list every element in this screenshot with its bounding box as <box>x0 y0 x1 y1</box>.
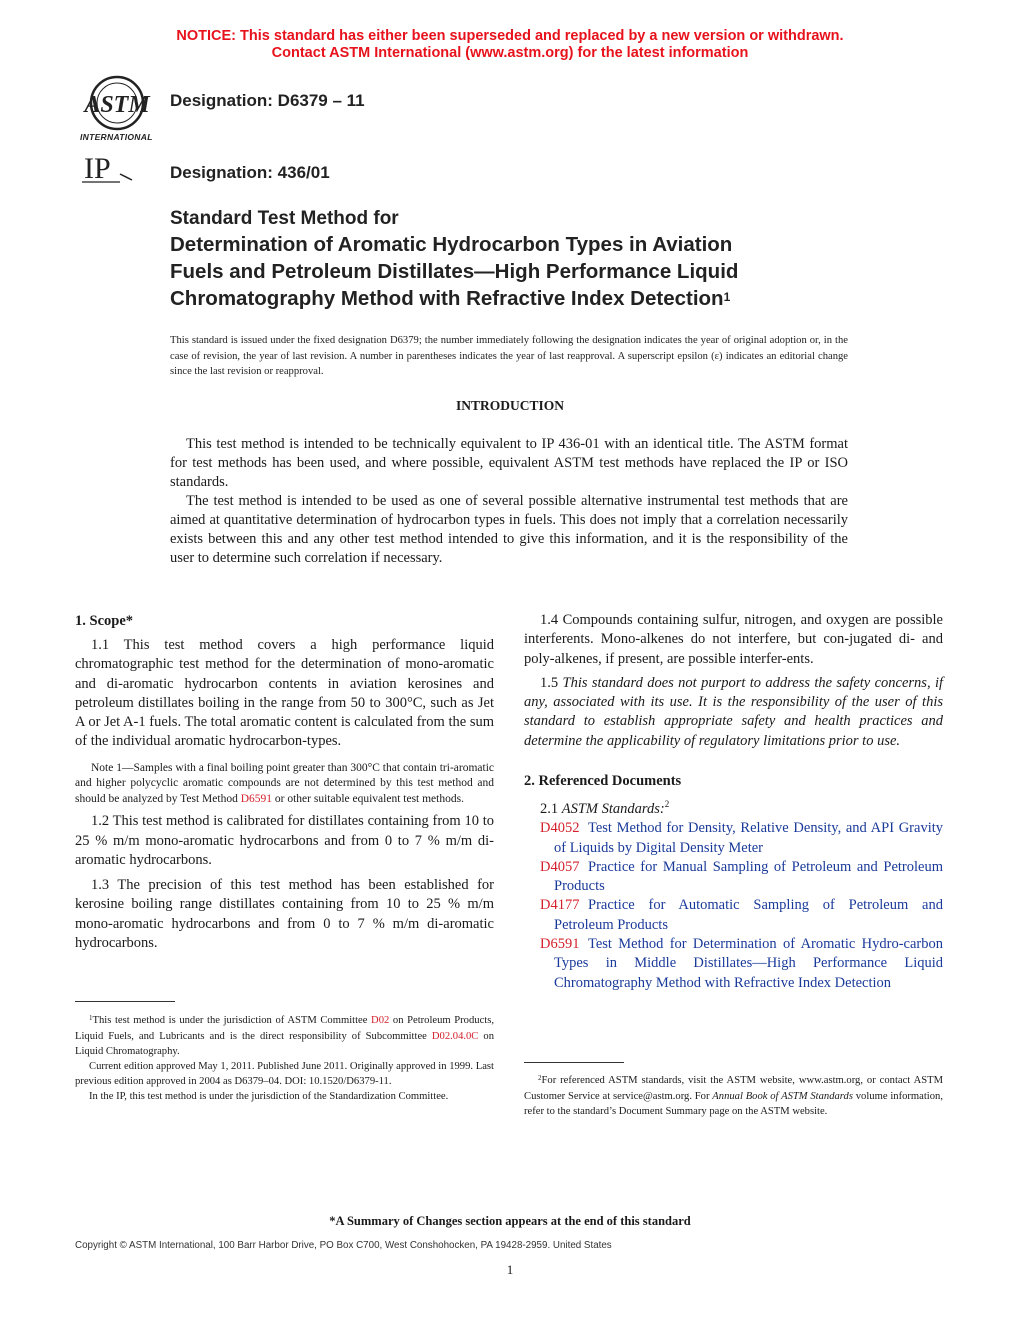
ref-title-d4057[interactable]: Practice for Manual Sampling of Petroleum and Petroleum Products <box>554 858 943 895</box>
right-column <box>524 611 943 993</box>
page-number: 1 <box>506 1262 514 1277</box>
introduction-paragraph-2: The test method is intended to be used as one of several possible alternative instrumental test methods that are aimed at quantitative determination of hydrocarbon types in fuels. This does not imply that a correlation necessarily exists between this and any other test method intended to give this information, and it is the responsibility of the user to determine such correlation if necessary. <box>170 493 848 566</box>
ref-title-d6591[interactable]: Test Method for Determination of Aromatic Hydro-carbon Types in Middle Distillates—High Performance Liquid Chromatography Method with Refractive Index Detection <box>554 935 943 991</box>
copyright-line: Copyright © ASTM International, 100 Barr Harbor Drive, PO Box C700, West Conshohocken, PA 19428-2959. United States <box>75 1240 612 1251</box>
scope-1-5-number: 1.5 <box>540 674 563 691</box>
notice-line-2: Contact ASTM International (www.astm.org) for the latest information <box>271 45 749 61</box>
footnote-1-a-after: on Liquid Chromatography. <box>75 1031 494 1057</box>
footnote-1-mark: 1 <box>89 1014 93 1022</box>
title-line-3: Fuels and Petroleum Distillates—High Performance Liquid <box>170 260 739 283</box>
designation-ip: Designation: 436/01 <box>170 163 330 182</box>
title-line-2: Determination of Aromatic Hydrocarbon Types in Aviation <box>170 233 733 256</box>
ref-item-d4052[interactable] <box>524 819 943 858</box>
designation-astm: Designation: D6379 – 11 <box>170 91 365 110</box>
footnote-1 <box>75 1013 494 1104</box>
ref-item-d6591[interactable] <box>524 935 943 993</box>
footnote-2-before: For referenced ASTM standards, visit the ASTM website, www.astm.org, or contact ASTM Customer Service at service@astm.org. For <box>524 1075 943 1102</box>
title-line-4: Chromatography Method with Refractive Index Detection <box>170 287 724 310</box>
ref-code-d4057[interactable]: D4057 <box>540 858 580 875</box>
notice-line-1: NOTICE: This standard has either been superseded and replaced by a new version or withdrawn. <box>176 28 844 44</box>
summary-of-changes-note: *A Summary of Changes section appears at the end of this standard <box>329 1214 691 1228</box>
footnote-2-italic: Annual Book of ASTM Standards <box>712 1091 853 1102</box>
referenced-documents-heading: 2. Referenced Documents <box>524 773 682 790</box>
note-1 <box>75 761 494 808</box>
astm-standards-number: 2.1 <box>540 800 562 817</box>
footnote-2 <box>524 1073 943 1119</box>
scope-1-5 <box>524 674 943 751</box>
footnote-1-link-d02-04-0c[interactable]: D02.04.0C <box>431 1031 479 1042</box>
footnote-rule-left <box>75 1001 175 1002</box>
scope-1-1: 1.1 This test method covers a high performance liquid chromatographic test method for the determination of mono-aromatic and di-aromatic hydrocarbon contents in aviation kerosines and petroleum distillates boiling in the range from 50 to 300°C, such as Jet A or Jet A-1 fuels. The total aromatic content is calculated from the sum of the individual aromatic hydrocarbon-types. <box>75 637 494 750</box>
astm-logo <box>72 70 162 144</box>
note-1-text-after: or other suitable equivalent test methods. <box>272 792 464 805</box>
ref-code-d6591[interactable]: D6591 <box>540 935 580 952</box>
footnote-1-a-middle: on Petroleum Products, Liquid Fuels, and Lubricants and is the direct responsibility of Subcommittee <box>75 1015 494 1042</box>
astm-standards-label: ASTM Standards: <box>561 800 665 817</box>
ref-code-d4052[interactable]: D4052 <box>540 820 580 837</box>
astm-logo-letters: ASTM <box>84 92 150 118</box>
left-column <box>75 612 494 953</box>
footnote-1-para-b: Current edition approved May 1, 2011. Published June 2011. Originally approved in 1999. Last previous edition approved in 2004 as D6379–04. DOI: 10.1520/D6379-11. <box>75 1061 494 1087</box>
note-1-text-before: Note 1—Samples with a final boiling point greater than 300°C that contain tri-aromatic and higher polycyclic aromatic compounds are not determined by this test method and should be analyzed by Test Method <box>75 761 494 805</box>
astm-standards-subheading <box>524 795 943 819</box>
introduction-paragraph-1: This test method is intended to be technically equivalent to IP 436-01 with an identical title. The ASTM format for test methods has been used, and where possible, equivalent ASTM test methods have replaced the IP or ISO standards. <box>170 436 848 490</box>
footnote-2-after: volume information, refer to the standard’s Document Summary page on the ASTM website. <box>524 1091 943 1117</box>
ref-code-d4177[interactable]: D4177 <box>540 897 580 914</box>
astm-logo-word: INTERNATIONAL <box>80 132 153 142</box>
scope-heading: 1. Scope* <box>75 613 133 629</box>
title-line-1: Standard Test Method for <box>170 208 399 229</box>
footnote-rule-right <box>524 1062 624 1063</box>
footnote-2-mark: 2 <box>538 1074 542 1082</box>
scope-1-4: 1.4 Compounds containing sulfur, nitrogen, and oxygen are possible interferents. Mono-alkenes do not interfere, but con-jugated di- and poly-alkenes, if present, are possible interfer-ents. <box>524 612 943 667</box>
footnote-1-para-a <box>75 1013 494 1059</box>
astm-logo-mark <box>72 70 162 134</box>
astm-standards-footnote-mark[interactable]: 2 <box>664 799 670 810</box>
ip-logo-mark <box>80 150 140 190</box>
ref-title-d4177[interactable]: Practice for Automatic Sampling of Petroleum and Petroleum Products <box>554 897 943 933</box>
ref-title-d4052[interactable]: Test Method for Density, Relative Density, and API Gravity of Liquids by Digital Density Meter <box>554 820 943 856</box>
scope-1-3: 1.3 The precision of this test method has been established for kerosine boiling range distillates containing from 10 to 25 % m/m mono-aromatic hydrocarbons and from 0 to 7 % m/m di-aromatic hydrocarbons. <box>75 877 494 952</box>
ref-item-d4057[interactable] <box>524 858 943 897</box>
footnote-1-link-d02[interactable]: D02 <box>371 1015 390 1026</box>
issued-statement: This standard is issued under the fixed designation D6379; the number immediately following the designation indicates the year of original adoption or, in the case of revision, the year of last revision. A number in parentheses indicates the year of last reapproval. A superscript epsilon (ε) indicates an editorial change since the last revision or reapproval. <box>170 335 848 377</box>
ip-logo <box>80 150 140 190</box>
ref-item-d4177[interactable] <box>524 896 943 935</box>
scope-1-2: 1.2 This test method is calibrated for distillates containing from 10 to 25 % m/m mono-aromatic hydrocarbons and from 0 to 7 % m/m di-aromatic hydrocarbons. <box>75 813 494 868</box>
footnote-1-a-before: This test method is under the jurisdiction of ASTM Committee <box>92 1015 372 1026</box>
scope-1-5-text: This standard does not purport to address the safety concerns, if any, associated with its use. It is the responsibility of the user of this standard to establish appropriate safety and health practices and determine the applicability of regulatory limitations prior to use. <box>524 674 943 749</box>
standard-title <box>170 207 890 315</box>
withdrawn-notice <box>0 28 1020 62</box>
footnote-1-para-c: In the IP, this test method is under the jurisdiction of the Standardization Committee. <box>89 1091 449 1102</box>
ip-logo-letters: IP <box>84 152 111 185</box>
footnote-2-text <box>524 1073 943 1119</box>
note-1-link-d6591[interactable]: D6591 <box>240 792 273 805</box>
introduction-heading: INTRODUCTION <box>455 398 564 413</box>
title-footnote-mark[interactable]: 1 <box>723 290 731 304</box>
